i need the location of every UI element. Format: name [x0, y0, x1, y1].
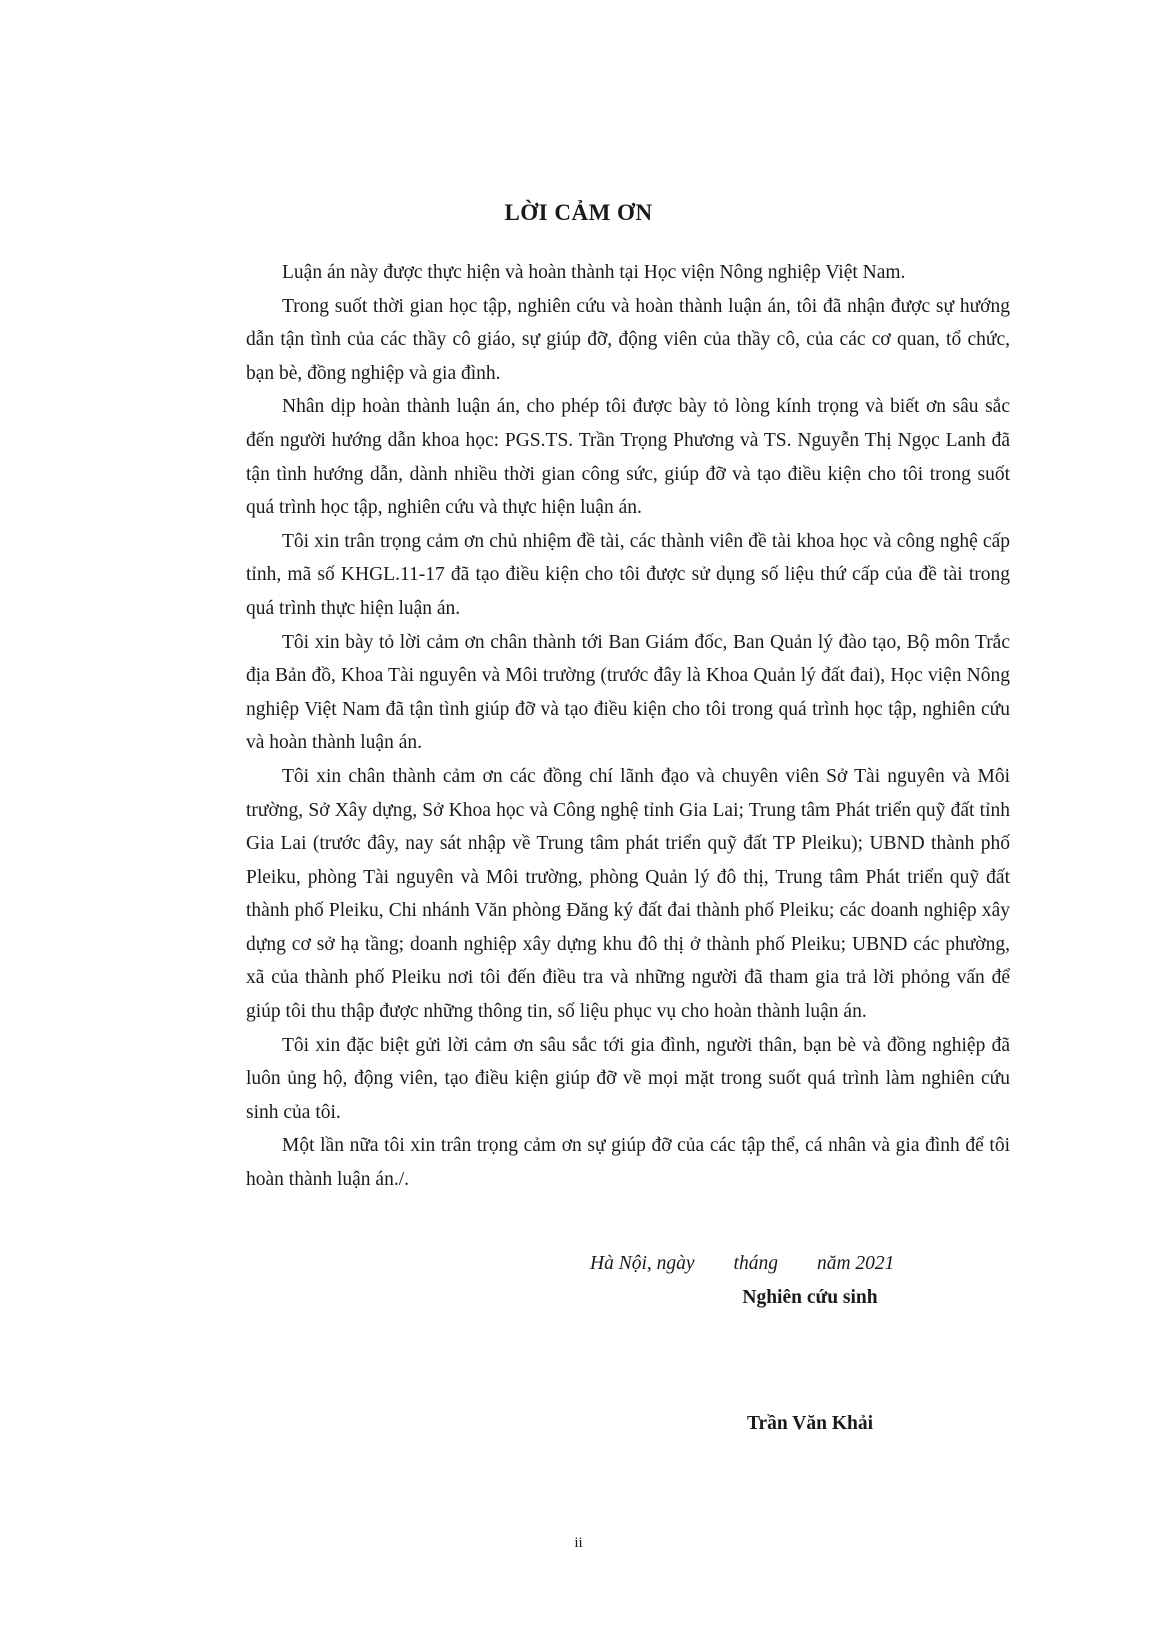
author-name: Trần Văn Khải: [746, 1413, 874, 1434]
page-number: ii: [574, 1535, 583, 1551]
paragraph-3: Nhân dịp hoàn thành luận án, cho phép tôi được bày tỏ lòng kính trọng và biết ơn sâu sắc đến người hướng dẫn khoa học: PGS.TS. Trần Trọng Phương và TS. Nguyễn Thị Ngọc Lanh đã tận tình hướng dẫn, dành nhiều thời gian công sức, giúp đỡ và tạo điều kiện cho tôi trong suốt quá trình học tập, nghiên cứu và thực hiện luận án.: [246, 396, 1010, 519]
paragraph-1: Luận án này được thực hiện và hoàn thành tại Học viện Nông nghiệp Việt Nam.: [282, 262, 906, 283]
paragraph-7: Tôi xin đặc biệt gửi lời cảm ơn sâu sắc tới gia đình, người thân, bạn bè và đồng nghiệp đã luôn ủng hộ, động viên, tạo điều kiện giúp đỡ về mọi mặt trong suốt quá trình làm nghiên cứu sinh của tôi.: [246, 1034, 1010, 1123]
paragraph-6: Tôi xin chân thành cảm ơn các đồng chí lãnh đạo và chuyên viên Sở Tài nguyên và Môi trường, Sở Xây dựng, Sở Khoa học và Công nghệ tỉnh Gia Lai; Trung tâm Phát triển quỹ đất tỉnh Gia Lai (trước đây, nay sát nhập về Trung tâm phát triển quỹ đất TP Pleiku); UBND thành phố Pleiku, phòng Tài nguyên và Môi trường, phòng Quản lý đô thị, Trung tâm Phát triển quỹ đất thành phố Pleiku, Chi nhánh Văn phòng Đăng ký đất đai thành phố Pleiku; các doanh nghiệp xây dựng cơ sở hạ tầng; doanh nghiệp xây dựng khu đô thị ở thành phố Pleiku; UBND các phường, xã của thành phố Pleiku nơi tôi đến điều tra và những người đã tham gia trả lời phỏng vấn để giúp tôi thu thập được những thông tin, số liệu phục vụ cho hoàn thành luận án.: [246, 765, 1010, 1023]
page-title: LỜI CẢM ƠN: [504, 200, 653, 225]
signer-role: Nghiên cứu sinh: [742, 1287, 878, 1308]
paragraph-5: Tôi xin bày tỏ lời cảm ơn chân thành tới Ban Giám đốc, Ban Quản lý đào tạo, Bộ môn Trắc địa Bản đồ, Khoa Tài nguyên và Môi trường (trước đây là Khoa Quản lý đất đai), Học viện Nông nghiệp Việt Nam đã tận tình giúp đỡ và tạo điều kiện cho tôi trong quá trình học tập, nghiên cứu và hoàn thành luận án.: [246, 631, 1010, 754]
paragraph-2: Trong suốt thời gian học tập, nghiên cứu và hoàn thành luận án, tôi đã nhận được sự hướng dẫn tận tình của các thầy cô giáo, sự giúp đỡ, động viên của thầy cô, của các cơ quan, tổ chức, bạn bè, đồng nghiệp và gia đình.: [246, 295, 1010, 384]
acknowledgement-body: [246, 256, 1010, 1197]
paragraph-8: Một lần nữa tôi xin trân trọng cảm ơn sự giúp đỡ của các tập thể, cá nhân và gia đình để tôi hoàn thành luận án./.: [246, 1135, 1010, 1191]
place-date-line: Hà Nội, ngày tháng năm 2021: [590, 1253, 895, 1274]
paragraph-4: Tôi xin trân trọng cảm ơn chủ nhiệm đề tài, các thành viên đề tài khoa học và công nghệ cấp tỉnh, mã số KHGL.11-17 đã tạo điều kiện cho tôi được sử dụng số liệu thứ cấp của đề tài trong quá trình thực hiện luận án.: [246, 530, 1010, 619]
